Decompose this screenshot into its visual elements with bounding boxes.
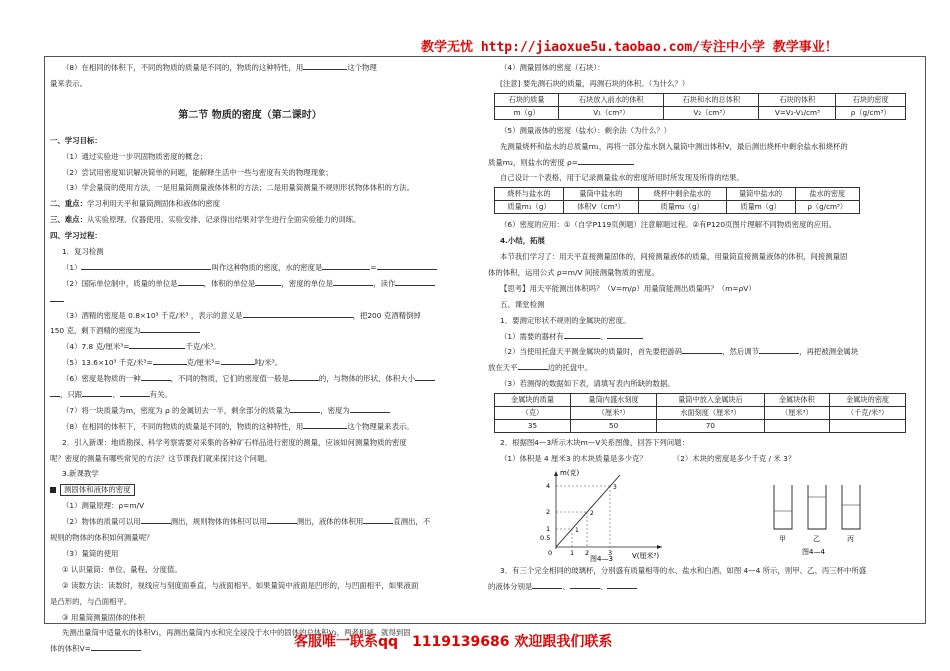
text-line: ，只跟 、 有关。	[50, 387, 450, 403]
text-line: （2）国际单位制中，质量的单位是 ，体积的单位是 ，密度的单位是 ，读作	[50, 276, 450, 292]
text-line: （2）物体的质量可以用 测出，规则物体的体积可以用 测出，液体的体积用 直测出，不	[62, 517, 431, 527]
table-cell: 35	[495, 420, 571, 433]
table-header: 石块的质量	[495, 93, 559, 106]
figure-4-4	[768, 467, 878, 563]
section-heading: 四、学习过程：	[50, 231, 102, 241]
table-subheader: （克）	[495, 407, 571, 420]
text-line: 体的体积，运用公式 ρ=m/V 间接测量物质的密度。	[488, 268, 659, 278]
text-line: 放在天平 边的托盘中。	[488, 363, 592, 373]
x-axis-label: V(厘米³)	[632, 551, 660, 560]
text-line: 五、课堂检测	[500, 299, 545, 309]
table-header: 金属块体积	[764, 394, 829, 407]
text-line: （1）体积是 4 厘米3 的木块质量是多少克？ （2）木块的密度是多少千克 / 米 3？	[500, 454, 796, 464]
text-line: （5）测量液体的密度（盐水）：剩余法（为什么？）	[500, 125, 671, 135]
table-header: 烧杯中剩余盐水的	[638, 188, 726, 201]
text-line: 体的体积V=	[50, 641, 450, 657]
text-line: （1）通过实验进一步巩固物质密度的概念；	[62, 151, 208, 161]
text-line: 量来表示。	[50, 78, 87, 88]
table-subheader: m（g）	[495, 106, 559, 119]
text-line: （8）在相同的体积下，不同的物质的质量是不同的，物质的这种特性，用 这个物理	[62, 63, 377, 72]
table-subheader: 体积V（cm³）	[564, 201, 639, 214]
right-column	[488, 60, 918, 595]
text-line: 的液体分别是 、 、	[488, 579, 918, 595]
table-cell	[764, 420, 829, 433]
text-line: ③ 用量筒测量固体的体积	[62, 612, 145, 622]
text-line: 二、重点：学习利用天平和量筒测固体和液体的密度	[50, 199, 221, 209]
table-subheader: V₁（cm³）	[559, 106, 664, 119]
text-line: 自己设计一个表格，用于记录测量盐水的密度所用时所发现及所得的结果。	[500, 173, 744, 183]
text-line: （2）尝试用密度知识解决简单的问题，能解释生活中一些与密度有关的物理现象；	[62, 167, 333, 177]
beaker-yi	[808, 485, 826, 529]
left-column	[50, 60, 450, 657]
text-line: 质量m₂，则盐水的密度 ρ=	[488, 155, 918, 171]
point-label: 3	[613, 483, 617, 491]
table-header: 石块和水的总体积	[664, 93, 759, 106]
table-header: 石块的密度	[836, 93, 906, 106]
table-subheader: （厘米³）	[764, 407, 829, 420]
text-line: （5）13.6×10³ 千克/米³= 克/厘米³= 吨/米³。	[62, 358, 283, 368]
table-subheader: 质量m₁（g）	[495, 201, 564, 214]
text-line: （3）若测得的数据如下表，请填写表内所缺的数据。	[500, 379, 675, 389]
text-line: 三、难点：从实验原理、仪器使用、实验安排、记录得出结果对学生进行全面实验能力的训练。	[50, 215, 361, 225]
table-header: 量筒中盐水的	[564, 188, 639, 201]
text-line: （1）测量原理：ρ=m/V	[62, 501, 145, 511]
table-header: 量筒中盐水的	[726, 188, 795, 201]
point-label: 2	[590, 509, 594, 517]
text-line: （4）测量固体的密度（石块）：	[500, 63, 605, 72]
text-line: [注意] 要先测石块的质量，再测石块的体积。（为什么？）	[500, 78, 690, 88]
text-line: 2．引入新课：地质勘探、科学考察需要对采集的各种矿石样品进行密度的测量，应该如何测量物质的密度	[62, 437, 407, 447]
text-line: （8）在相同的体积下，不同的物质的质量是不同的，物质的这种特性，用 这个物理量来表示。	[62, 421, 414, 431]
table-subheader: （厘米³）	[570, 407, 656, 420]
y-tick-label: 4	[546, 481, 551, 490]
text-line: （1） 叫作这种物质的密度，水的密度是 =	[50, 260, 450, 276]
section-heading: 4.小结，拓展	[500, 236, 545, 246]
header-banner: 教学无忧 http://jiaoxue5u.taobao.com/专注中小学 教学事业！	[421, 40, 838, 55]
stone-density-table	[494, 93, 906, 120]
table-subheader: ρ（g/cm³）	[795, 201, 860, 214]
text-line: 【思考】用天平能测出体积吗？（V=m/ρ）用量筒能测出质量吗？（m=ρV）	[500, 283, 756, 293]
beaker-label: 乙	[813, 534, 820, 543]
figure-4-3	[540, 467, 670, 563]
y-tick-label: 2	[546, 507, 551, 516]
table-header: 石块的体积	[759, 93, 836, 106]
bullet-icon	[50, 487, 56, 493]
beaker-bing	[842, 485, 860, 529]
y-tick-label: 0.5	[540, 533, 551, 542]
table-header: 盐水的密度	[795, 188, 860, 201]
x-tick-label: 1	[570, 548, 575, 557]
table-subheader: （千克/米³）	[830, 407, 906, 420]
table-header: 石块放入前水的体积	[559, 93, 664, 106]
text-line: （3）学会量筒的使用方法，一是用量筒测量液体体积的方法；二是用量筒测量不规则形状物体体积的方法。	[62, 183, 415, 193]
section-heading: 一、学习目标：	[50, 135, 102, 145]
text-line	[50, 482, 450, 498]
table-header: 量筒中放入金属块后	[657, 394, 764, 407]
text-line: 是凸形的，与凸面相平。	[50, 596, 132, 606]
beaker-jia	[774, 485, 792, 529]
boxed-heading: 测固体和液体的密度	[60, 484, 135, 496]
footer-banner: 客服唯一联系qq 1119139686 欢迎跟我们联系	[294, 634, 613, 650]
table-header: 金属块的质量	[495, 394, 571, 407]
table-cell	[830, 420, 906, 433]
x-tick-label: 3	[608, 548, 613, 557]
section-title: 第二节 物质的密度（第二课时）	[178, 109, 322, 121]
table-subheader: V=V₂-V₁/cm³	[759, 106, 836, 119]
text-line: 1．复习检测	[62, 247, 104, 257]
text-line: 本节我们学习了：用天平直接测量固体的，间接测量液体的质量，用量筒直接测量液体的体积，间接测量固	[500, 252, 848, 262]
table-subheader: ρ（g/cm³）	[836, 106, 906, 119]
text-line: ② 读数方法：读数时，视线应与刻度面垂直，与液面相平。如果量筒中液面是凹形的，与凹面相平，如果液面	[62, 580, 419, 590]
text-line: （1）需要的器材有 、	[488, 329, 918, 345]
text-line: （7）将一块质量为m，密度为 ρ 的金属切去一半，剩余部分的质量为 ，密度为	[50, 403, 450, 419]
y-tick-label: 1	[546, 524, 551, 533]
table-subheader: 质量m（g）	[726, 201, 795, 214]
text-line: 呢？密度的测量有哪些常见的方法？这节课我们就来探讨这个问题。	[50, 453, 272, 463]
text-line: 规则的物体的体积如何测量呢？	[50, 533, 154, 543]
table-header: 金属块的密度	[830, 394, 906, 407]
text-line: 先测量烧杯和盐水的总质量m₁，再将一部分盐水倒入量筒中测出体积V，最后测出烧杯中剩余盐水和烧杯的	[500, 141, 848, 151]
beaker-label: 丙	[847, 534, 854, 543]
table-subheader: 水面刻度（厘米³）	[657, 407, 764, 420]
figure-caption: 图4—4	[802, 547, 825, 556]
text-line: （2）当使用托盘天平测金属块的质量时，首先要把游码 ，然后调节 ，再把被测金属块	[500, 347, 859, 357]
text-line: 150 克，剩下酒精的密度为	[50, 323, 450, 339]
saltwater-density-table	[494, 187, 860, 214]
figure-caption: 图4—3	[590, 554, 613, 563]
x-tick-label: 2	[585, 548, 590, 557]
y-tick-label: 0	[548, 548, 553, 557]
text-line: （6）密度是物质的一种 ，不同的物质，它们的密度值一般是 的，与物体的形状、体积大小	[50, 371, 450, 387]
table-cell: 50	[570, 420, 656, 433]
text-line: （3）酒精的密度是 0.8×10³ 千克/米³ ，表示的意义是 ，把200 克酒精倒掉	[62, 310, 421, 320]
table-subheader: V₂（cm³）	[664, 106, 759, 119]
x-axis-arrow	[657, 545, 662, 549]
beaker-label: 甲	[779, 534, 786, 543]
text-line: （6）密度的应用：①（自学P119页例题）注意解题过程。②有P120页图片理解不同物质密度的应用。	[500, 220, 836, 230]
y-axis-arrow	[554, 471, 558, 476]
text-line: 先测出量筒中适量水的体积V₁，再测出量筒内水和完全浸没于水中的固体的总体积V₂，两者相减，就得到固	[62, 628, 411, 638]
table-subheader: 质量m₂（g）	[638, 201, 726, 214]
metal-density-table	[494, 393, 906, 433]
y-axis-label: m(克)	[560, 468, 580, 477]
text-line: 3．有三个完全相同的玻璃杯，分别盛有质量相等的水、盐水和白酒，如图 4—4 所示，则甲、乙、丙三杯中所盛	[500, 565, 867, 575]
table-cell: 70	[657, 420, 764, 433]
figures-row	[488, 467, 918, 563]
point-label: 1	[575, 526, 579, 534]
text-line: ① 认识量筒：单位、量程、分度值。	[62, 564, 182, 574]
table-header: 量筒内盛水刻度	[570, 394, 656, 407]
text-line: 1．要测定形状不规则的金属块的密度。	[500, 315, 631, 325]
table-header: 烧杯与盐水的	[495, 188, 564, 201]
text-line	[50, 292, 450, 308]
text-line: （3）量筒的使用	[62, 548, 119, 558]
text-line: （4）7.8 克/厘米³= 千克/米³。	[62, 342, 221, 352]
text-line: 3.新课教学	[62, 469, 99, 479]
text-line: 2．根据图4—3所示木块m—V关系图像，回答下列问题：	[500, 438, 689, 448]
